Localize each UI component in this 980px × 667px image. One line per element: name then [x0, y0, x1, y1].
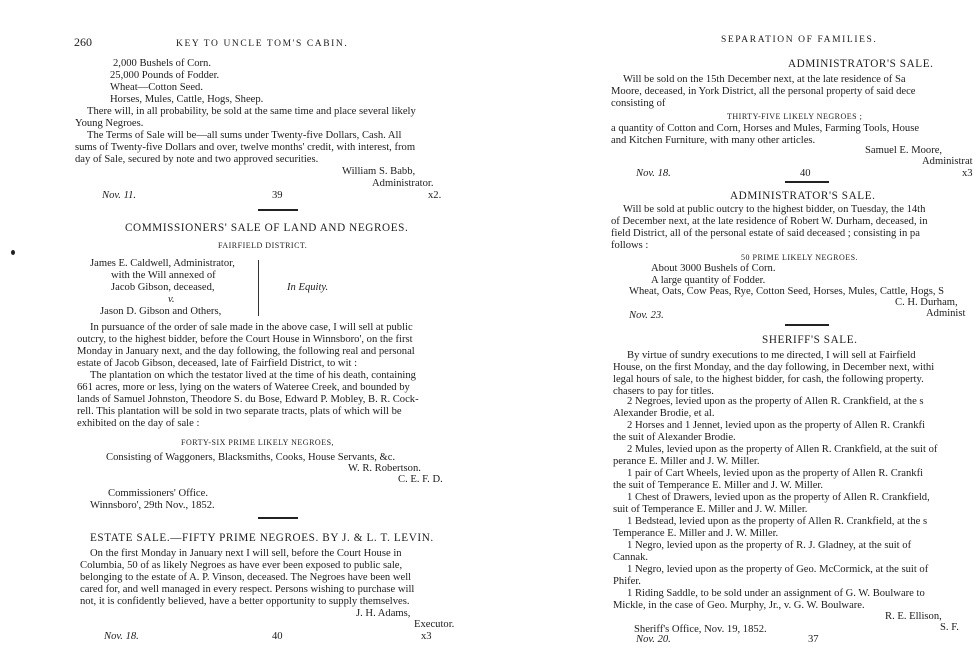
ad-title: COMMISSIONERS' SALE OF LAND AND NEGROES.: [125, 222, 409, 234]
list-item: About 3000 Bushels of Corn.: [651, 263, 776, 274]
text-line: 2 Horses and 1 Jennet, levied upon as the property of Allen R. Crankfi: [627, 420, 926, 431]
right-page: [490, 0, 980, 667]
signature-name: C. H. Durham,: [895, 297, 958, 308]
ad-subtitle: FAIRFIELD DISTRICT.: [218, 241, 308, 250]
ad-code: x2.: [428, 190, 442, 201]
ad-date: Nov. 20.: [636, 634, 671, 645]
ad-title: ADMINISTRATOR'S SALE.: [730, 190, 876, 202]
office-line: Winnsboro', 29th Nov., 1852.: [90, 500, 215, 511]
divider: [785, 324, 829, 326]
text-line: sums of Twenty-five Dollars and over, twelve months' credit, with interest, from: [75, 142, 416, 153]
signature-title: C. E. F. D.: [398, 474, 443, 485]
text-line: 1 pair of Cart Wheels, levied upon as the property of Allen R. Crankfi: [627, 468, 924, 479]
text-line: belonging to the estate of A. P. Vinson, deceased. The Negroes have been well: [80, 572, 412, 583]
ad-number: 40: [800, 168, 811, 179]
text-line: Phifer.: [613, 576, 641, 587]
text-line: the suit of Temperance E. Miller and J. W. Miller.: [613, 480, 824, 491]
text-line: Young Negroes.: [75, 118, 144, 129]
list-item: A large quantity of Fodder.: [651, 275, 766, 286]
page-number: 260: [74, 35, 92, 49]
divider: [785, 181, 829, 183]
text-line: Monday in January next, and the day following, the following real and personal: [77, 346, 415, 357]
list-item: Horses, Mules, Cattle, Hogs, Sheep.: [110, 94, 264, 105]
ad-title: ESTATE SALE.—FIFTY PRIME NEGROES. BY J. & L. T. LEVIN.: [90, 532, 434, 544]
text-line: The plantation on which the testator lived at the time of his death, containing: [90, 370, 416, 381]
divider: [258, 209, 298, 211]
text-line: 661 acres, more or less, lying on the waters of Wateree Creek, and bounded by: [77, 382, 410, 393]
running-head: KEY TO UNCLE TOM'S CABIN.: [176, 39, 349, 49]
text-line: perance E. Miller and J. W. Miller.: [613, 456, 760, 467]
text-line: and Kitchen Furniture, with many other articles.: [611, 135, 816, 146]
signature-name: W. R. Robertson.: [348, 463, 421, 474]
case-line: with the Will annexed of: [111, 270, 216, 281]
ad-title: SHERIFF'S SALE.: [762, 334, 858, 346]
text-line: day of Sale, secured by note and two approved securities.: [75, 154, 319, 165]
text-line: chasers to pay for titles.: [613, 386, 714, 397]
text-line: In pursuance of the order of sale made in the above case, I will sell at public: [90, 322, 413, 333]
case-line: Jason D. Gibson and Others,: [100, 306, 222, 317]
text-line: field District, all of the personal estate of said deceased ; consisting in pa: [611, 228, 920, 239]
text-line: Consisting of Waggoners, Blacksmiths, Cooks, House Servants, &c.: [106, 452, 396, 463]
signature-name: J. H. Adams,: [356, 608, 411, 619]
negroes-heading: 50 PRIME LIKELY NEGROES.: [741, 253, 859, 262]
text-line: 2 Mules, levied upon as the property of Allen R. Crankfield, at the suit of: [627, 444, 938, 455]
text-line: cared for, and well managed in every respect. Persons wishing to purchase will: [80, 584, 415, 595]
ad-code: x3: [962, 168, 973, 179]
text-line: Will be sold at public outcry to the highest bidder, on Tuesday, the 14th: [623, 204, 926, 215]
text-line: follows :: [611, 240, 649, 251]
text-line: the suit of Alexander Brodie.: [613, 432, 736, 443]
text-line: lands of Samuel Johnston, Theodore S. du Bose, Edward P. Mobley, B. R. Cock-: [77, 394, 419, 405]
text-line: 1 Chest of Drawers, levied upon as the property of Allen R. Crankfield,: [627, 492, 930, 503]
text-line: suit of Temperance E. Miller and J. W. Miller.: [613, 504, 808, 515]
office-line: Commissioners' Office.: [108, 488, 208, 499]
negroes-heading: THIRTY-FIVE LIKELY NEGROES ;: [727, 112, 863, 121]
text-line: 2 Negroes, levied upon as the property of Allen R. Crankfield, at the s: [627, 396, 924, 407]
ad-title: ADMINISTRATOR'S SALE.: [788, 58, 934, 70]
case-line: James E. Caldwell, Administrator,: [90, 258, 235, 269]
text-line: Alexander Brodie, et al.: [613, 408, 715, 419]
text-line: The Terms of Sale will be—all sums under Twenty-five Dollars, Cash. All: [87, 130, 402, 141]
text-line: estate of Jacob Gibson, deceased, late of Fairfield District, to wit :: [77, 358, 358, 369]
text-line: legal hours of sale, to the highest bidder, for cash, the following property.: [613, 374, 924, 385]
text-line: 1 Negro, levied upon as the property of Geo. McCormick, at the suit of: [627, 564, 929, 575]
list-item: 25,000 Pounds of Fodder.: [110, 70, 220, 81]
office-line: Sheriff's Office, Nov. 19, 1852.: [634, 624, 767, 635]
text-line: Temperance E. Miller and J. W. Miller.: [613, 528, 779, 539]
signature-title: Administ: [926, 308, 966, 319]
text-line: not, it is confidently believed, have a better opportunity to supply themselves.: [80, 596, 410, 607]
text-line: a quantity of Cotton and Corn, Horses and Mules, Farming Tools, House: [611, 123, 920, 134]
case-line: v.: [168, 294, 175, 305]
ad-date: Nov. 18.: [636, 168, 671, 179]
text-line: Will be sold on the 15th December next, at the late residence of Sa: [623, 74, 906, 85]
ink-speck: [11, 250, 15, 255]
text-line: consisting of: [611, 98, 666, 109]
list-item: Wheat—Cotton Seed.: [110, 82, 203, 93]
ad-code: x3: [421, 631, 432, 642]
text-line: By virtue of sundry executions to me directed, I will sell at Fairfield: [627, 350, 916, 361]
text-line: exhibited on the day of sale :: [77, 418, 200, 429]
signature-title: Administrator.: [372, 178, 434, 189]
in-equity: In Equity.: [287, 282, 329, 293]
text-line: 1 Bedstead, levied upon as the property of Allen R. Crankfield, at the s: [627, 516, 928, 527]
ad-number: 40: [272, 631, 283, 642]
signature-name: R. E. Ellison,: [885, 611, 942, 622]
ad-number: 39: [272, 190, 283, 201]
ad-date: Nov. 11.: [102, 190, 137, 201]
text-line: Moore, deceased, in York District, all the personal property of said dece: [611, 86, 916, 97]
text-line: On the first Monday in January next I will sell, before the Court House in: [90, 548, 402, 559]
ad-date: Nov. 18.: [104, 631, 139, 642]
ad-number: 37: [808, 634, 819, 645]
signature-title: Executor.: [414, 619, 455, 630]
negroes-heading: FORTY-SIX PRIME LIKELY NEGROES,: [181, 438, 335, 447]
text-line: There will, in all probability, be sold at the same time and place several likely: [87, 106, 416, 117]
divider: [258, 517, 298, 519]
case-line: Jacob Gibson, deceased,: [111, 282, 215, 293]
list-item: Wheat, Oats, Cow Peas, Rye, Cotton Seed, Horses, Mules, Cattle, Hogs, S: [629, 286, 945, 297]
running-head: SEPARATION OF FAMILIES.: [721, 35, 878, 45]
ad-date: Nov. 23.: [629, 310, 664, 321]
signature-title: S. F.: [940, 622, 959, 633]
case-brace: [253, 260, 259, 316]
text-line: outcry, to the highest bidder, before the Court House in Winnsboro', on the first: [77, 334, 413, 345]
text-line: Cannak.: [613, 552, 649, 563]
signature-title: Administrat: [922, 156, 973, 167]
signature-name: William S. Babb,: [342, 166, 416, 177]
text-line: Mickle, in the case of Geo. Murphy, Jr., v. G. W. Boulware.: [613, 600, 865, 611]
text-line: rell. This plantation will be sold in two separate tracts, plats of which will be: [77, 406, 402, 417]
text-line: 1 Negro, levied upon as the property of R. J. Gladney, at the suit of: [627, 540, 912, 551]
text-line: of December next, at the late residence of Robert W. Durham, deceased, in: [611, 216, 928, 227]
text-line: Columbia, 50 of as likely Negroes as have ever been exposed to public sale,: [80, 560, 403, 571]
list-item: 2,000 Bushels of Corn.: [113, 58, 211, 69]
text-line: House, on the first Monday, and the day following, in December next, withi: [613, 362, 935, 373]
signature-name: Samuel E. Moore,: [865, 145, 943, 156]
text-line: 1 Riding Saddle, to be sold under an assignment of G. W. Boulware to: [627, 588, 925, 599]
